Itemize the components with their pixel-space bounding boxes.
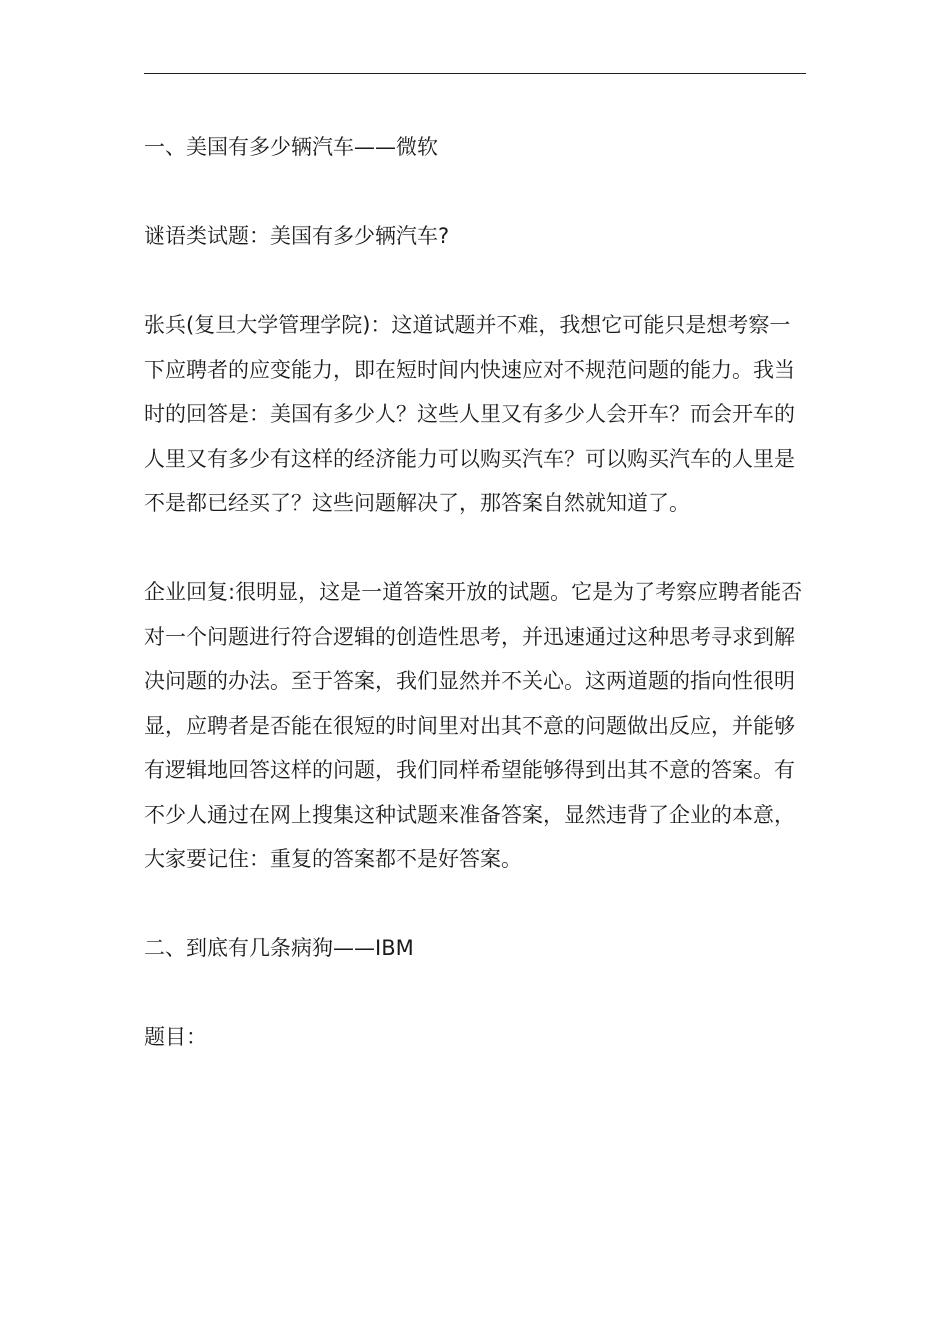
section-1-question: 谜语类试题：美国有多少辆汽车? (144, 224, 450, 248)
section-2-heading: 二、到底有几条病狗——IBM (144, 936, 414, 960)
header-divider (144, 73, 806, 74)
section-1-company-reply: 企业回复:很明显，这是一道答案开放的试题。它是为了考察应聘者能否对一个问题进行符合逻辑的创造性思考，并迅速通过这种思考寻求到解决问题的办法。至于答案，我们显然并不关心。这两道题的指向性很明显，应聘者是否能在很短的时间里对出其不意的问题做出反应，并能够有逻辑地回答这样的问题，我们同样希望能够得到出其不意的答案。有不少人通过在网上搜集这种试题来准备答案，显然违背了企业的本意，大家要记住：重复的答案都不是好答案。 (144, 580, 803, 871)
section-2-question-label: 题目： (144, 1025, 207, 1049)
document-body (144, 125, 806, 1104)
section-1-answer: 张兵(复旦大学管理学院)：这道试题并不难，我想它可能只是想考察一下应聘者的应变能力，即在短时间内快速应对不规范问题的能力。我当时的回答是：美国有多少人？这些人里又有多少人会开车？而会开车的人里又有多少有这样的经济能力可以购买汽车？可以购买汽车的人里是不是都已经买了？这些问题解决了，那答案自然就知道了。 (144, 313, 795, 515)
section-1-heading: 一、美国有多少辆汽车——微软 (144, 135, 438, 159)
